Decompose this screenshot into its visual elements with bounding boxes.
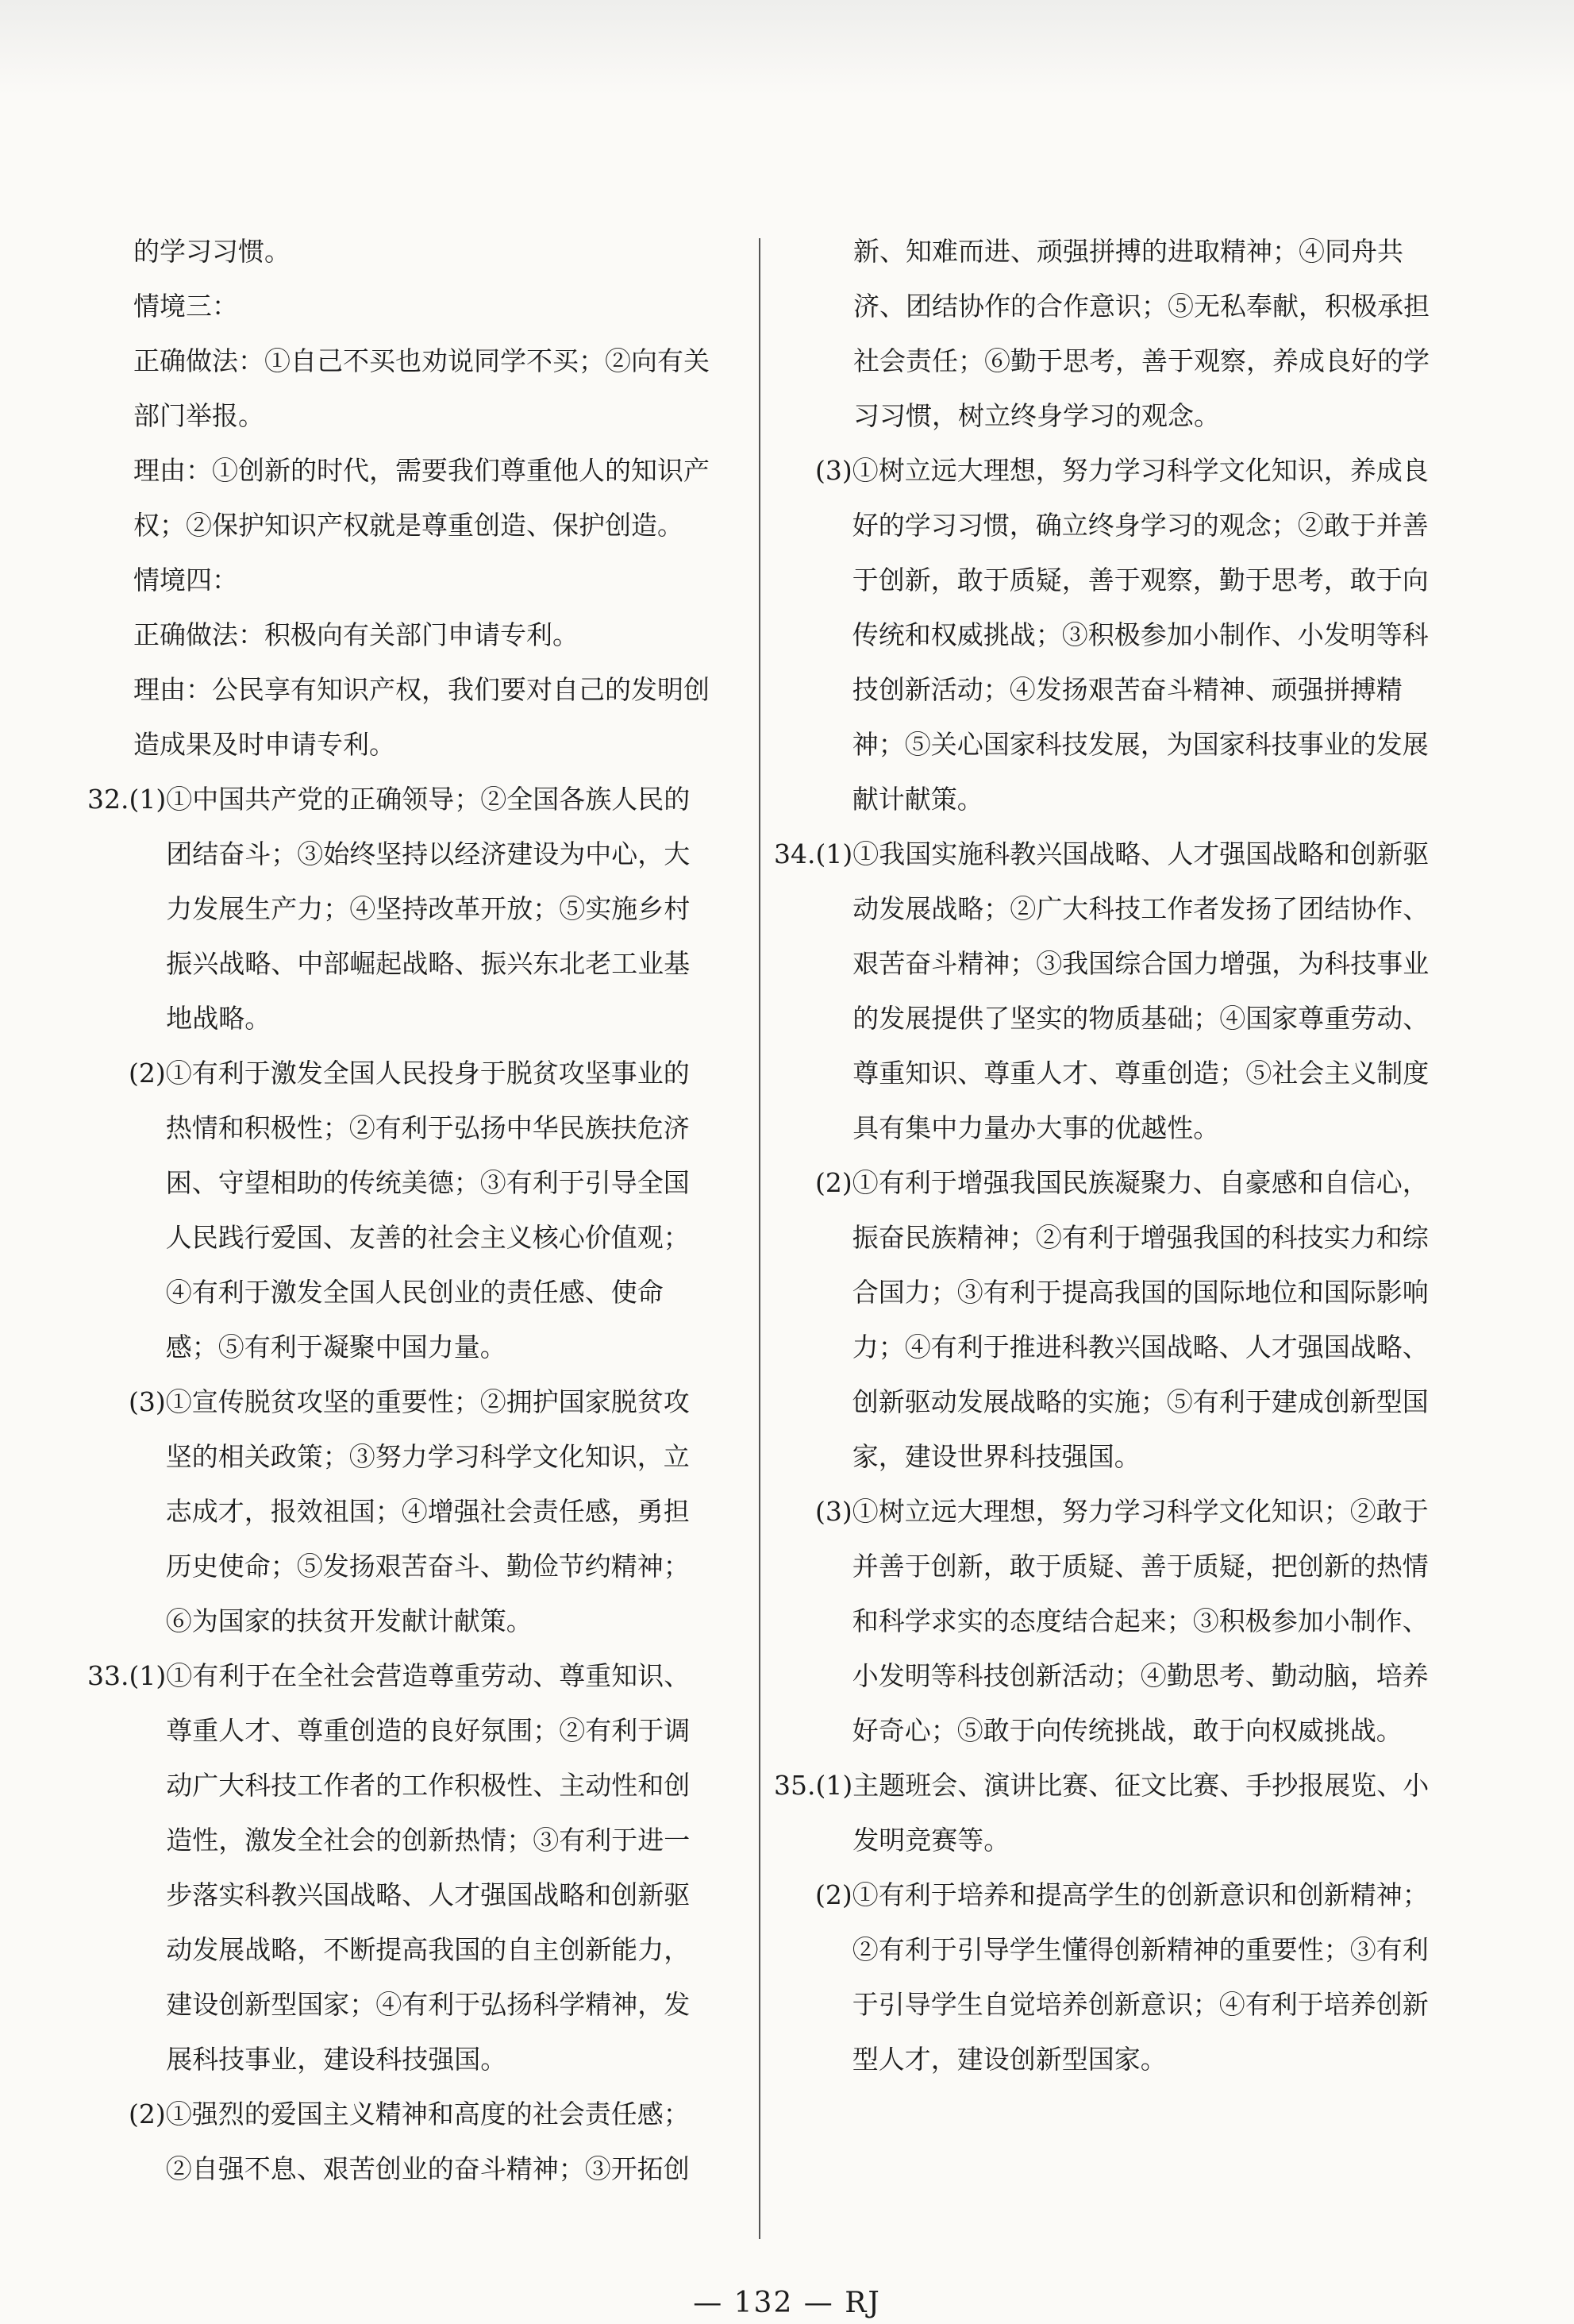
question-32-part-2 xyxy=(87,1046,714,1374)
scenario-heading: 情境三： xyxy=(133,291,238,322)
part-number: (3) xyxy=(129,1386,166,1417)
part-number: (3) xyxy=(815,1496,852,1527)
question-32 xyxy=(87,772,714,1046)
question-34-part-2 xyxy=(774,1155,1433,1484)
part-number: (2) xyxy=(129,1058,166,1089)
answer-text: ①我国实施科教兴国战略、人才强国战略和创新驱动发展战略；②广大科技工作者发扬了团结协作、艰苦奋斗精神；③我国综合国力增强，为科技事业的发展提供了坚实的物质基础；④国家尊重劳动、尊重知识、尊重人才、尊重创造；⑤社会主义制度具有集中力量办大事的优越性。 xyxy=(852,838,1430,1143)
part-number: (2) xyxy=(129,2099,166,2129)
part-number: (1) xyxy=(815,838,853,869)
column-divider xyxy=(759,238,760,2239)
text-paragraph: 理由：①创新的时代，需要我们尊重他人的知识产权；②保护知识产权就是尊重创造、保护创造。 xyxy=(133,455,710,541)
question-number: 32. xyxy=(87,784,129,815)
answer-text: ①有利于激发全国人民投身于脱贫攻坚事业的热情和积极性；②有利于弘扬中华民族扶危济困、守望相助的传统美德；③有利于引导全国人民践行爱国、友善的社会主义核心价值观；④有利于激发全国人民创业的责任感、使命感；⑤有利于凝聚中国力量。 xyxy=(165,1058,690,1362)
question-33 xyxy=(87,1648,714,2087)
scenario-heading: 情境四： xyxy=(133,565,238,595)
left-column xyxy=(87,224,714,2196)
question-number: 34. xyxy=(774,838,816,869)
answer-text: ①有利于培养和提高学生的创新意识和创新精神；②有利于引导学生懂得创新精神的重要性；③有利于引导学生自觉培养创新意识；④有利于培养创新型人才，建设创新型国家。 xyxy=(852,1879,1429,2075)
answer-text: ①强烈的爱国主义精神和高度的社会责任感；②自强不息、艰苦创业的奋斗精神；③开拓创 xyxy=(165,2099,690,2184)
answer-text: 新、知难而进、顽强拼搏的进取精神；④同舟共济、团结协作的合作意识；⑤无私奉献，积极承担社会责任；⑥勤于思考，善于观察，养成良好的学习习惯，树立终身学习的观念。 xyxy=(853,236,1430,431)
page-top-shading xyxy=(0,0,1574,95)
question-number: 33. xyxy=(87,1660,129,1691)
part-number: (1) xyxy=(815,1770,853,1801)
answer-text: ①中国共产党的正确领导；②全国各族人民的团结奋斗；③始终坚持以经济建设为中心，大力发展生产力；④坚持改革开放；⑤实施乡村振兴战略、中部崛起战略、振兴东北老工业基地战略。 xyxy=(166,784,691,1034)
question-34 xyxy=(774,827,1433,1155)
answer-text: ①树立远大理想，努力学习科学文化知识，养成良好的学习习惯，确立终身学习的观念；②敢于并善于创新，敢于质疑，善于观察，勤于思考，敢于向传统和权威挑战；③积极参加小制作、小发明等科技创新活动；④发扬艰苦奋斗精神、顽强拼搏精神；⑤关心国家科技发展，为国家科技事业的发展献计献策。 xyxy=(852,455,1429,815)
text-paragraph: 正确做法：①自己不买也劝说同学不买；②向有关部门举报。 xyxy=(133,345,710,431)
text-paragraph: 正确做法：积极向有关部门申请专利。 xyxy=(133,619,579,650)
answer-text: 主题班会、演讲比赛、征文比赛、手抄报展览、小发明竞赛等。 xyxy=(852,1770,1430,1856)
part-number: (1) xyxy=(129,1660,167,1691)
question-35 xyxy=(774,1758,1433,1867)
text-paragraph: 理由：公民享有知识产权，我们要对自己的发明创造成果及时申请专利。 xyxy=(133,674,710,760)
part-number: (2) xyxy=(815,1167,852,1198)
question-33-part-2-continued xyxy=(774,224,1433,443)
answer-text: ①宣传脱贫攻坚的重要性；②拥护国家脱贫攻坚的相关政策；③努力学习科学文化知识，立志成才，报效祖国；④增强社会责任感，勇担历史使命；⑤发扬艰苦奋斗、勤俭节约精神；⑥为国家的扶贫开发献计献策。 xyxy=(165,1386,690,1636)
question-33-part-3 xyxy=(774,443,1433,827)
question-34-part-3 xyxy=(774,1484,1433,1758)
question-33-part-2 xyxy=(87,2087,714,2196)
part-number: (2) xyxy=(815,1879,852,1910)
page-number: — 132 — RJ xyxy=(693,2287,881,2319)
right-column xyxy=(774,224,1433,2087)
part-number: (3) xyxy=(815,455,852,486)
question-number: 35. xyxy=(774,1770,816,1801)
answer-text: ①有利于在全社会营造尊重劳动、尊重知识、尊重人才、尊重创造的良好氛围；②有利于调动广大科技工作者的工作积极性、主动性和创造性，激发全社会的创新热情；③有利于进一步落实科教兴国战略、人才强国战略和创新驱动发展战略，不断提高我国的自主创新能力，建设创新型国家；④有利于弘扬科学精神，发展科技事业，建设科技强国。 xyxy=(166,1660,691,2075)
text-line: 的学习习惯。 xyxy=(133,236,291,267)
part-number: (1) xyxy=(129,784,167,815)
answer-text: ①树立远大理想，努力学习科学文化知识；②敢于并善于创新，敢于质疑、善于质疑，把创新的热情和科学求实的态度结合起来；③积极参加小制作、小发明等科技创新活动；④勤思考、勤动脑，培养好奇心；⑤敢于向传统挑战，敢于向权威挑战。 xyxy=(852,1496,1429,1746)
question-32-part-3 xyxy=(87,1374,714,1648)
answer-text: ①有利于增强我国民族凝聚力、自豪感和自信心，振奋民族精神；②有利于增强我国的科技实力和综合国力；③有利于提高我国的国际地位和国际影响力；④有利于推进科教兴国战略、人才强国战略、创新驱动发展战略的实施；⑤有利于建成创新型国家，建设世界科技强国。 xyxy=(852,1167,1429,1472)
question-35-part-2 xyxy=(774,1867,1433,2087)
